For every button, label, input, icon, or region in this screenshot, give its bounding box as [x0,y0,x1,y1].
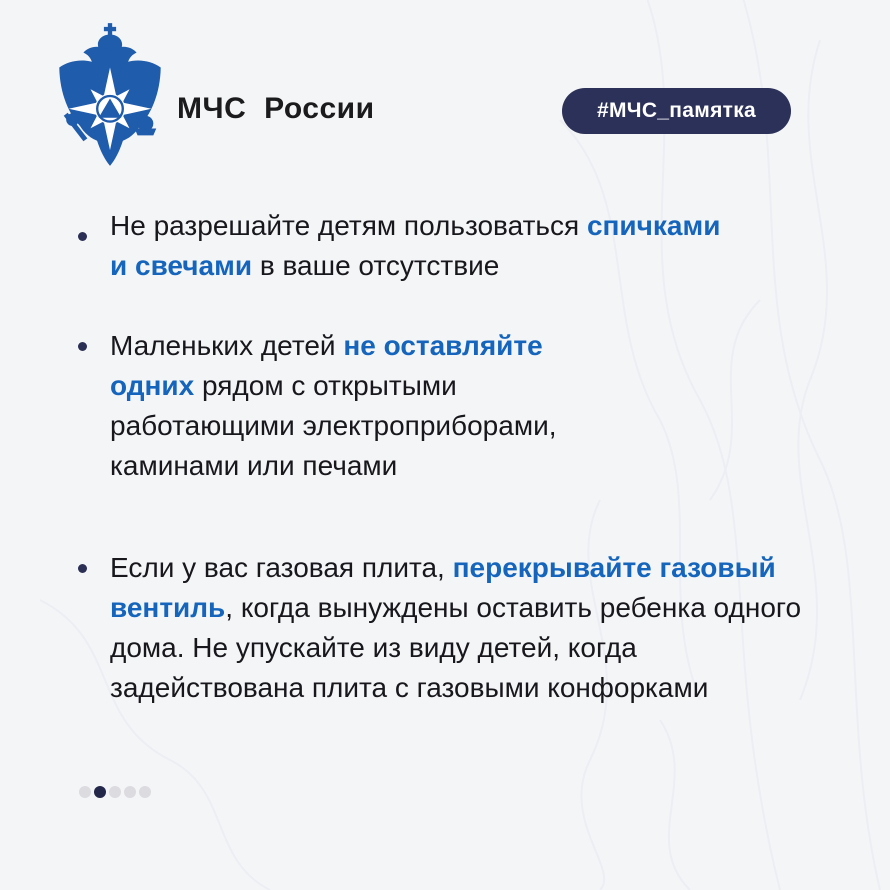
safety-tip-appliances [78,326,615,486]
hashtag-badge[interactable] [562,88,791,134]
safety-tip-text: Не разрешайте детям пользоваться спичками и свечами в ваше отсутствие [110,210,721,281]
org-title: МЧС России [177,92,375,125]
safety-tip-matches-candles [78,206,738,286]
safety-tip-text: Маленьких детей не оставляйте одних рядом с открытыми работающими электроприборами, каминами или печами [110,330,557,481]
hashtag-badge-label: #МЧС_памятка [597,99,756,122]
header [0,0,890,190]
mchs-emblem-logo [46,22,174,170]
safety-tip-text: Если у вас газовая плита, перекрывайте газовый вентиль, когда вынуждены оставить ребенка одного дома. Не упускайте из виду детей, когда задействована плита с газовыми конфорками [110,552,802,703]
bullet-marker [78,232,87,241]
bullet-marker [78,342,87,351]
page-dot[interactable] [109,786,121,798]
safety-tip-gas-stove [78,548,815,708]
page-dot[interactable] [139,786,151,798]
page-dot[interactable] [79,786,91,798]
page-dot-active[interactable] [94,786,106,798]
bullet-marker [78,564,87,573]
page-dot[interactable] [124,786,136,798]
pagination [79,786,151,798]
